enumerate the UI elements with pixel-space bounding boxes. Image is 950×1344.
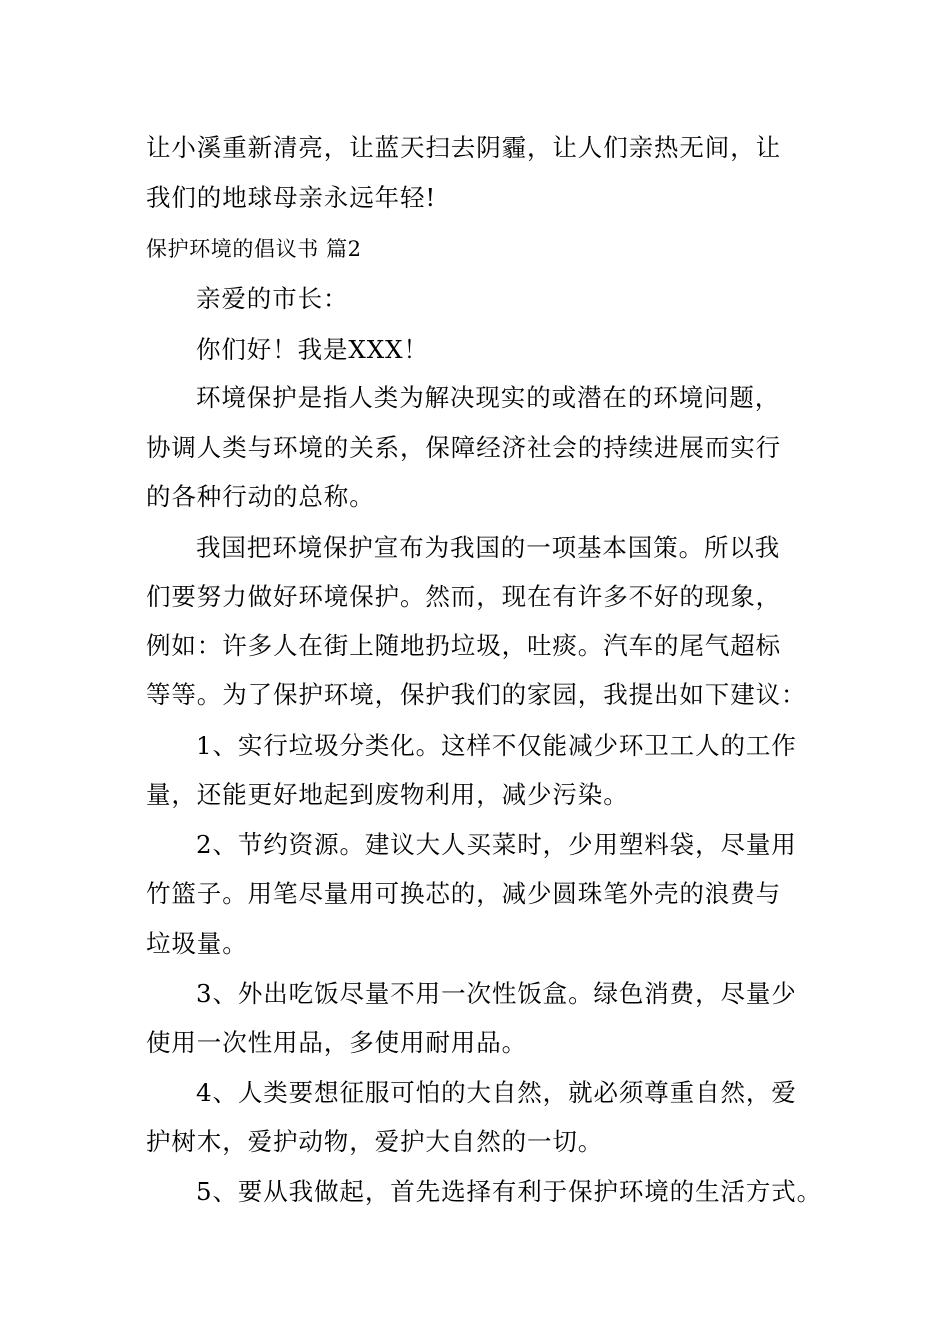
section-heading: 保护环境的倡议书 篇2 xyxy=(146,237,362,261)
paragraph-line: 我国把环境保护宣布为我国的一项基本国策。所以我 xyxy=(196,533,781,562)
greeting: 你们好！我是XXX！ xyxy=(196,335,429,364)
list-item-line: 竹篮子。用笔尽量用可换芯的，减少圆珠笔外壳的浪费与 xyxy=(146,879,781,908)
paragraph-line: 的各种行动的总称。 xyxy=(146,482,375,511)
salutation: 亲爱的市长： xyxy=(196,284,349,313)
paragraph-line: 们要努力做好环境保护。然而，现在有许多不好的现象， xyxy=(146,582,781,611)
paragraph-line: 例如：许多人在街上随地扔垃圾，吐痰。汽车的尾气超标 xyxy=(146,631,781,660)
list-item-line: 4、人类要想征服可怕的大自然，就必须尊重自然，爱 xyxy=(196,1078,797,1107)
body-text-line: 让小溪重新清亮，让蓝天扫去阴霾，让人们亲热无间，让 xyxy=(146,133,781,162)
list-item-line: 1、实行垃圾分类化。这样不仅能减少环卫工人的工作 xyxy=(196,731,797,760)
list-item-line: 量，还能更好地起到废物利用，减少污染。 xyxy=(146,780,629,809)
list-item-line: 2、节约资源。建议大人买菜时，少用塑料袋，尽量用 xyxy=(196,830,797,859)
paragraph-line: 协调人类与环境的关系，保障经济社会的持续进展而实行 xyxy=(146,433,781,462)
paragraph-line: 等等。为了保护环境，保护我们的家园，我提出如下建议： xyxy=(146,680,807,709)
list-item-line: 使用一次性用品，多使用耐用品。 xyxy=(146,1028,527,1057)
list-item-line: 护树木，爱护动物，爱护大自然的一切。 xyxy=(146,1127,604,1156)
body-text-line: 我们的地球母亲永远年轻! xyxy=(146,183,437,212)
list-item-line: 3、外出吃饭尽量不用一次性饭盒。绿色消费，尽量少 xyxy=(196,979,797,1008)
list-item-line: 垃圾量。 xyxy=(146,929,248,958)
list-item-line: 5、要从我做起，首先选择有利于保护环境的生活方式。 xyxy=(196,1177,823,1206)
paragraph-line: 环境保护是指人类为解决现实的或潜在的环境问题， xyxy=(196,383,781,412)
